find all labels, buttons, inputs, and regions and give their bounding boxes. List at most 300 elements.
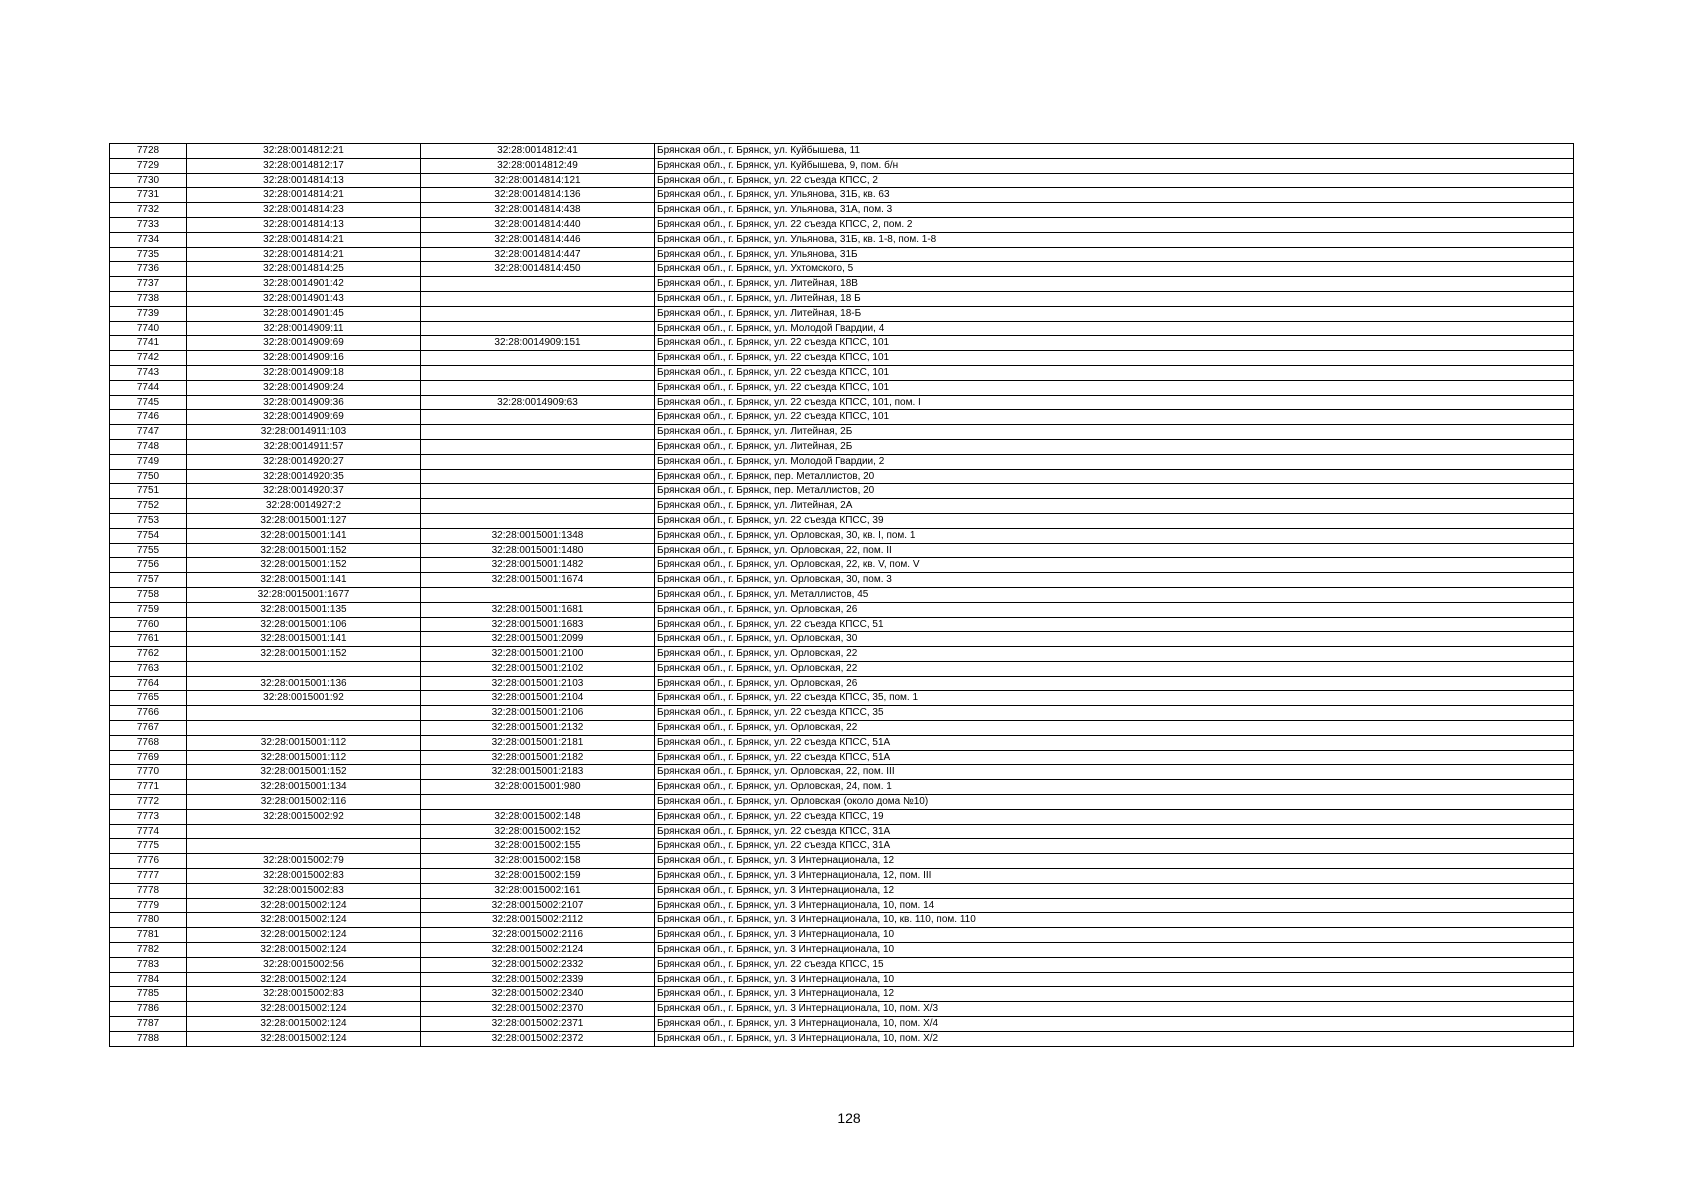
table-row: [110, 247, 1574, 262]
related-cadastral-number-cell: 32:28:0015001:2132: [421, 721, 655, 736]
related-cadastral-number-cell: 32:28:0015002:2112: [421, 913, 655, 928]
table-row: [110, 1002, 1574, 1017]
table-row: [110, 469, 1574, 484]
table-row: [110, 632, 1574, 647]
related-cadastral-number-cell: 32:28:0015002:155: [421, 839, 655, 854]
table-row: [110, 869, 1574, 884]
related-cadastral-number-cell: 32:28:0015002:2124: [421, 943, 655, 958]
row-number-cell: 7741: [110, 336, 187, 351]
related-cadastral-number-cell: [421, 321, 655, 336]
cadastral-number-cell: 32:28:0015001:1677: [187, 587, 421, 602]
related-cadastral-number-cell: 32:28:0015001:2182: [421, 750, 655, 765]
row-number-cell: 7735: [110, 247, 187, 262]
address-cell: Брянская обл., г. Брянск, ул. Орловская, 22: [655, 721, 1574, 736]
table-row: [110, 499, 1574, 514]
cadastral-number-cell: 32:28:0015001:135: [187, 602, 421, 617]
row-number-cell: 7766: [110, 706, 187, 721]
table-row: [110, 809, 1574, 824]
address-cell: Брянская обл., г. Брянск, ул. 22 съезда КПСС, 19: [655, 809, 1574, 824]
cadastral-number-cell: 32:28:0014909:18: [187, 365, 421, 380]
table-row: [110, 957, 1574, 972]
table-row: [110, 158, 1574, 173]
row-number-cell: 7778: [110, 883, 187, 898]
cadastral-number-cell: 32:28:0015002:56: [187, 957, 421, 972]
table-row: [110, 454, 1574, 469]
address-cell: Брянская обл., г. Брянск, ул. 22 съезда КПСС, 101: [655, 380, 1574, 395]
row-number-cell: 7765: [110, 691, 187, 706]
address-cell: Брянская обл., г. Брянск, ул. Ульянова, 31Б, кв. 1-8, пом. 1-8: [655, 232, 1574, 247]
address-cell: Брянская обл., г. Брянск, ул. Орловская, 24, пом. 1: [655, 780, 1574, 795]
address-cell: Брянская обл., г. Брянск, ул. Орловская, 22, пом. II: [655, 543, 1574, 558]
related-cadastral-number-cell: 32:28:0015001:1482: [421, 558, 655, 573]
cadastral-number-cell: 32:28:0014814:25: [187, 262, 421, 277]
related-cadastral-number-cell: 32:28:0015001:1480: [421, 543, 655, 558]
table-row: [110, 543, 1574, 558]
address-cell: Брянская обл., г. Брянск, ул. Орловская, 22: [655, 647, 1574, 662]
row-number-cell: 7752: [110, 499, 187, 514]
related-cadastral-number-cell: 32:28:0015002:148: [421, 809, 655, 824]
row-number-cell: 7729: [110, 158, 187, 173]
cadastral-number-cell: 32:28:0014927:2: [187, 499, 421, 514]
related-cadastral-number-cell: 32:28:0014814:438: [421, 203, 655, 218]
cadastral-number-cell: 32:28:0014920:27: [187, 454, 421, 469]
registry-table: [109, 143, 1574, 1047]
row-number-cell: 7731: [110, 188, 187, 203]
cadastral-number-cell: 32:28:0015002:92: [187, 809, 421, 824]
row-number-cell: 7760: [110, 617, 187, 632]
table-row: [110, 144, 1574, 159]
address-cell: Брянская обл., г. Брянск, ул. Куйбышева, 9, пом. б/н: [655, 158, 1574, 173]
table-row: [110, 987, 1574, 1002]
address-cell: Брянская обл., г. Брянск, ул. Ульянова, 31Б, кв. 63: [655, 188, 1574, 203]
cadastral-number-cell: 32:28:0015002:124: [187, 943, 421, 958]
cadastral-number-cell: 32:28:0015001:112: [187, 735, 421, 750]
related-cadastral-number-cell: 32:28:0015001:2100: [421, 647, 655, 662]
row-number-cell: 7782: [110, 943, 187, 958]
table-row: [110, 676, 1574, 691]
cadastral-number-cell: 32:28:0015001:127: [187, 513, 421, 528]
table-row: [110, 232, 1574, 247]
related-cadastral-number-cell: 32:28:0014909:63: [421, 395, 655, 410]
cadastral-number-cell: 32:28:0015002:83: [187, 869, 421, 884]
address-cell: Брянская обл., г. Брянск, ул. 3 Интернационала, 10, пом. 14: [655, 898, 1574, 913]
row-number-cell: 7773: [110, 809, 187, 824]
row-number-cell: 7761: [110, 632, 187, 647]
cadastral-number-cell: 32:28:0014909:11: [187, 321, 421, 336]
address-cell: Брянская обл., г. Брянск, ул. 22 съезда КПСС, 51: [655, 617, 1574, 632]
cadastral-number-cell: 32:28:0014909:36: [187, 395, 421, 410]
cadastral-number-cell: 32:28:0015001:134: [187, 780, 421, 795]
address-cell: Брянская обл., г. Брянск, ул. Литейная, 18В: [655, 277, 1574, 292]
address-cell: Брянская обл., г. Брянск, ул. 3 Интернационала, 12: [655, 883, 1574, 898]
related-cadastral-number-cell: 32:28:0015002:161: [421, 883, 655, 898]
related-cadastral-number-cell: [421, 425, 655, 440]
table-row: [110, 647, 1574, 662]
address-cell: Брянская обл., г. Брянск, ул. Орловская, 22, кв. V, пом. V: [655, 558, 1574, 573]
table-row: [110, 972, 1574, 987]
table-row: [110, 203, 1574, 218]
related-cadastral-number-cell: 32:28:0015001:2102: [421, 661, 655, 676]
cadastral-number-cell: 32:28:0014901:45: [187, 306, 421, 321]
row-number-cell: 7786: [110, 1002, 187, 1017]
address-cell: Брянская обл., г. Брянск, ул. 22 съезда КПСС, 31А: [655, 824, 1574, 839]
row-number-cell: 7728: [110, 144, 187, 159]
page-number: 128: [837, 1110, 861, 1126]
cadastral-number-cell: 32:28:0014812:21: [187, 144, 421, 159]
cadastral-number-cell: 32:28:0014814:21: [187, 232, 421, 247]
address-cell: Брянская обл., г. Брянск, пер. Металлистов, 20: [655, 469, 1574, 484]
related-cadastral-number-cell: 32:28:0014812:41: [421, 144, 655, 159]
address-cell: Брянская обл., г. Брянск, ул. Орловская, 26: [655, 602, 1574, 617]
table-row: [110, 573, 1574, 588]
cadastral-number-cell: 32:28:0015001:152: [187, 765, 421, 780]
related-cadastral-number-cell: [421, 587, 655, 602]
address-cell: Брянская обл., г. Брянск, ул. 3 Интернационала, 10: [655, 972, 1574, 987]
address-cell: Брянская обл., г. Брянск, ул. Металлистов, 45: [655, 587, 1574, 602]
cadastral-number-cell: 32:28:0014909:69: [187, 410, 421, 425]
table-row: [110, 928, 1574, 943]
related-cadastral-number-cell: 32:28:0014814:121: [421, 173, 655, 188]
row-number-cell: 7742: [110, 351, 187, 366]
cadastral-number-cell: 32:28:0015001:152: [187, 558, 421, 573]
address-cell: Брянская обл., г. Брянск, ул. 22 съезда КПСС, 101: [655, 365, 1574, 380]
table-row: [110, 336, 1574, 351]
related-cadastral-number-cell: 32:28:0014814:450: [421, 262, 655, 277]
table-row: [110, 291, 1574, 306]
cadastral-number-cell: 32:28:0014814:23: [187, 203, 421, 218]
registry-table-body: [110, 144, 1574, 1047]
address-cell: Брянская обл., г. Брянск, ул. Литейная, 2Б: [655, 439, 1574, 454]
related-cadastral-number-cell: [421, 513, 655, 528]
cadastral-number-cell: [187, 721, 421, 736]
related-cadastral-number-cell: [421, 469, 655, 484]
table-row: [110, 380, 1574, 395]
row-number-cell: 7745: [110, 395, 187, 410]
cadastral-number-cell: 32:28:0015002:83: [187, 987, 421, 1002]
related-cadastral-number-cell: 32:28:0015001:980: [421, 780, 655, 795]
address-cell: Брянская обл., г. Брянск, ул. Литейная, 18 Б: [655, 291, 1574, 306]
table-row: [110, 410, 1574, 425]
table-row: [110, 528, 1574, 543]
table-row: [110, 750, 1574, 765]
row-number-cell: 7756: [110, 558, 187, 573]
address-cell: Брянская обл., г. Брянск, ул. Орловская, 30: [655, 632, 1574, 647]
table-row: [110, 839, 1574, 854]
row-number-cell: 7771: [110, 780, 187, 795]
address-cell: Брянская обл., г. Брянск, ул. 3 Интернационала, 10, пом. X/3: [655, 1002, 1574, 1017]
table-row: [110, 1017, 1574, 1032]
row-number-cell: 7755: [110, 543, 187, 558]
related-cadastral-number-cell: 32:28:0015002:2371: [421, 1017, 655, 1032]
row-number-cell: 7744: [110, 380, 187, 395]
cadastral-number-cell: [187, 706, 421, 721]
cadastral-number-cell: [187, 824, 421, 839]
related-cadastral-number-cell: 32:28:0015001:1674: [421, 573, 655, 588]
address-cell: Брянская обл., г. Брянск, ул. 22 съезда КПСС, 101: [655, 351, 1574, 366]
row-number-cell: 7769: [110, 750, 187, 765]
row-number-cell: 7776: [110, 854, 187, 869]
cadastral-number-cell: 32:28:0014814:21: [187, 188, 421, 203]
related-cadastral-number-cell: [421, 380, 655, 395]
related-cadastral-number-cell: 32:28:0014909:151: [421, 336, 655, 351]
address-cell: Брянская обл., г. Брянск, ул. 22 съезда КПСС, 101: [655, 410, 1574, 425]
table-row: [110, 706, 1574, 721]
row-number-cell: 7784: [110, 972, 187, 987]
cadastral-number-cell: 32:28:0015001:152: [187, 543, 421, 558]
related-cadastral-number-cell: [421, 454, 655, 469]
row-number-cell: 7762: [110, 647, 187, 662]
related-cadastral-number-cell: 32:28:0014814:447: [421, 247, 655, 262]
cadastral-number-cell: 32:28:0015001:106: [187, 617, 421, 632]
address-cell: Брянская обл., г. Брянск, ул. 22 съезда КПСС, 2, пом. 2: [655, 217, 1574, 232]
cadastral-number-cell: 32:28:0014920:35: [187, 469, 421, 484]
table-row: [110, 898, 1574, 913]
cadastral-number-cell: 32:28:0015002:124: [187, 898, 421, 913]
related-cadastral-number-cell: [421, 365, 655, 380]
row-number-cell: 7781: [110, 928, 187, 943]
cadastral-number-cell: 32:28:0015002:124: [187, 1031, 421, 1046]
cadastral-number-cell: 32:28:0014909:16: [187, 351, 421, 366]
address-cell: Брянская обл., г. Брянск, ул. Молодой Гвардии, 2: [655, 454, 1574, 469]
row-number-cell: 7740: [110, 321, 187, 336]
address-cell: Брянская обл., г. Брянск, ул. 3 Интернационала, 10, кв. 110, пом. 110: [655, 913, 1574, 928]
table-row: [110, 602, 1574, 617]
table-row: [110, 617, 1574, 632]
table-row: [110, 765, 1574, 780]
related-cadastral-number-cell: 32:28:0015002:2339: [421, 972, 655, 987]
cadastral-number-cell: 32:28:0014814:21: [187, 247, 421, 262]
cadastral-number-cell: 32:28:0014812:17: [187, 158, 421, 173]
row-number-cell: 7747: [110, 425, 187, 440]
row-number-cell: 7749: [110, 454, 187, 469]
related-cadastral-number-cell: [421, 439, 655, 454]
related-cadastral-number-cell: [421, 306, 655, 321]
cadastral-number-cell: 32:28:0014814:13: [187, 173, 421, 188]
table-row: [110, 587, 1574, 602]
address-cell: Брянская обл., г. Брянск, ул. Ульянова, 31Б: [655, 247, 1574, 262]
table-row: [110, 795, 1574, 810]
row-number-cell: 7736: [110, 262, 187, 277]
cadastral-number-cell: 32:28:0015001:152: [187, 647, 421, 662]
table-row: [110, 321, 1574, 336]
row-number-cell: 7783: [110, 957, 187, 972]
related-cadastral-number-cell: 32:28:0015001:1348: [421, 528, 655, 543]
table-row: [110, 780, 1574, 795]
row-number-cell: 7774: [110, 824, 187, 839]
table-row: [110, 513, 1574, 528]
address-cell: Брянская обл., г. Брянск, ул. 22 съезда КПСС, 101, пом. I: [655, 395, 1574, 410]
address-cell: Брянская обл., г. Брянск, ул. Молодой Гвардии, 4: [655, 321, 1574, 336]
related-cadastral-number-cell: 32:28:0015001:1683: [421, 617, 655, 632]
address-cell: Брянская обл., г. Брянск, ул. Орловская, 30, кв. I, пом. 1: [655, 528, 1574, 543]
address-cell: Брянская обл., г. Брянск, ул. 3 Интернационала, 12, пом. III: [655, 869, 1574, 884]
cadastral-number-cell: [187, 661, 421, 676]
table-row: [110, 883, 1574, 898]
row-number-cell: 7737: [110, 277, 187, 292]
related-cadastral-number-cell: 32:28:0015002:2332: [421, 957, 655, 972]
related-cadastral-number-cell: 32:28:0015002:2107: [421, 898, 655, 913]
related-cadastral-number-cell: 32:28:0015002:2340: [421, 987, 655, 1002]
related-cadastral-number-cell: [421, 499, 655, 514]
table-row: [110, 217, 1574, 232]
row-number-cell: 7775: [110, 839, 187, 854]
row-number-cell: 7759: [110, 602, 187, 617]
related-cadastral-number-cell: 32:28:0015002:2116: [421, 928, 655, 943]
row-number-cell: 7748: [110, 439, 187, 454]
related-cadastral-number-cell: 32:28:0015002:152: [421, 824, 655, 839]
related-cadastral-number-cell: 32:28:0015001:2104: [421, 691, 655, 706]
address-cell: Брянская обл., г. Брянск, ул. 22 съезда КПСС, 31А: [655, 839, 1574, 854]
row-number-cell: 7788: [110, 1031, 187, 1046]
table-row: [110, 262, 1574, 277]
related-cadastral-number-cell: [421, 795, 655, 810]
address-cell: Брянская обл., г. Брянск, ул. Куйбышева, 11: [655, 144, 1574, 159]
cadastral-number-cell: 32:28:0015002:116: [187, 795, 421, 810]
related-cadastral-number-cell: [421, 351, 655, 366]
address-cell: Брянская обл., г. Брянск, ул. 3 Интернационала, 10, пом. X/2: [655, 1031, 1574, 1046]
cadastral-number-cell: 32:28:0015002:124: [187, 1002, 421, 1017]
related-cadastral-number-cell: 32:28:0015002:2370: [421, 1002, 655, 1017]
cadastral-number-cell: 32:28:0014911:57: [187, 439, 421, 454]
row-number-cell: 7738: [110, 291, 187, 306]
related-cadastral-number-cell: 32:28:0014814:136: [421, 188, 655, 203]
cadastral-number-cell: 32:28:0015001:141: [187, 632, 421, 647]
table-row: [110, 913, 1574, 928]
cadastral-number-cell: 32:28:0014901:43: [187, 291, 421, 306]
cadastral-number-cell: 32:28:0014920:37: [187, 484, 421, 499]
table-row: [110, 661, 1574, 676]
address-cell: Брянская обл., г. Брянск, ул. 22 съезда КПСС, 35: [655, 706, 1574, 721]
row-number-cell: 7777: [110, 869, 187, 884]
cadastral-number-cell: 32:28:0014901:42: [187, 277, 421, 292]
cadastral-number-cell: 32:28:0015001:92: [187, 691, 421, 706]
address-cell: Брянская обл., г. Брянск, пер. Металлистов, 20: [655, 484, 1574, 499]
row-number-cell: 7734: [110, 232, 187, 247]
related-cadastral-number-cell: [421, 484, 655, 499]
related-cadastral-number-cell: 32:28:0015002:2372: [421, 1031, 655, 1046]
row-number-cell: 7772: [110, 795, 187, 810]
row-number-cell: 7750: [110, 469, 187, 484]
cadastral-number-cell: 32:28:0015001:136: [187, 676, 421, 691]
address-cell: Брянская обл., г. Брянск, ул. Ульянова, 31А, пом. 3: [655, 203, 1574, 218]
table-row: [110, 395, 1574, 410]
row-number-cell: 7757: [110, 573, 187, 588]
address-cell: Брянская обл., г. Брянск, ул. 22 съезда КПСС, 35, пом. 1: [655, 691, 1574, 706]
row-number-cell: 7730: [110, 173, 187, 188]
cadastral-number-cell: 32:28:0014909:24: [187, 380, 421, 395]
related-cadastral-number-cell: [421, 410, 655, 425]
cadastral-number-cell: 32:28:0015002:124: [187, 972, 421, 987]
row-number-cell: 7779: [110, 898, 187, 913]
cadastral-number-cell: 32:28:0015001:141: [187, 528, 421, 543]
row-number-cell: 7780: [110, 913, 187, 928]
row-number-cell: 7764: [110, 676, 187, 691]
table-row: [110, 439, 1574, 454]
address-cell: Брянская обл., г. Брянск, ул. 3 Интернационала, 10, пом. X/4: [655, 1017, 1574, 1032]
related-cadastral-number-cell: 32:28:0015001:2183: [421, 765, 655, 780]
address-cell: Брянская обл., г. Брянск, ул. Орловская, 22: [655, 661, 1574, 676]
address-cell: Брянская обл., г. Брянск, ул. 22 съезда КПСС, 15: [655, 957, 1574, 972]
row-number-cell: 7768: [110, 735, 187, 750]
cadastral-number-cell: 32:28:0014909:69: [187, 336, 421, 351]
related-cadastral-number-cell: 32:28:0015001:2106: [421, 706, 655, 721]
related-cadastral-number-cell: 32:28:0015002:159: [421, 869, 655, 884]
table-row: [110, 277, 1574, 292]
address-cell: Брянская обл., г. Брянск, ул. 22 съезда КПСС, 39: [655, 513, 1574, 528]
cadastral-number-cell: 32:28:0015001:112: [187, 750, 421, 765]
cadastral-number-cell: 32:28:0015002:83: [187, 883, 421, 898]
related-cadastral-number-cell: 32:28:0015001:2099: [421, 632, 655, 647]
address-cell: Брянская обл., г. Брянск, ул. 3 Интернационала, 10: [655, 943, 1574, 958]
related-cadastral-number-cell: [421, 291, 655, 306]
row-number-cell: 7754: [110, 528, 187, 543]
related-cadastral-number-cell: 32:28:0014812:49: [421, 158, 655, 173]
cadastral-number-cell: 32:28:0015002:124: [187, 913, 421, 928]
row-number-cell: 7770: [110, 765, 187, 780]
related-cadastral-number-cell: 32:28:0015002:158: [421, 854, 655, 869]
table-row: [110, 824, 1574, 839]
address-cell: Брянская обл., г. Брянск, ул. 3 Интернационала, 12: [655, 854, 1574, 869]
related-cadastral-number-cell: 32:28:0015001:2103: [421, 676, 655, 691]
cadastral-number-cell: 32:28:0015001:141: [187, 573, 421, 588]
table-row: [110, 943, 1574, 958]
table-row: [110, 351, 1574, 366]
related-cadastral-number-cell: 32:28:0014814:440: [421, 217, 655, 232]
cadastral-number-cell: 32:28:0014911:103: [187, 425, 421, 440]
cadastral-number-cell: 32:28:0015002:124: [187, 928, 421, 943]
address-cell: Брянская обл., г. Брянск, ул. 22 съезда КПСС, 2: [655, 173, 1574, 188]
table-row: [110, 484, 1574, 499]
table-row: [110, 735, 1574, 750]
row-number-cell: 7751: [110, 484, 187, 499]
cadastral-number-cell: [187, 839, 421, 854]
address-cell: Брянская обл., г. Брянск, ул. Орловская (около дома №10): [655, 795, 1574, 810]
cadastral-number-cell: 32:28:0014814:13: [187, 217, 421, 232]
address-cell: Брянская обл., г. Брянск, ул. 22 съезда КПСС, 101: [655, 336, 1574, 351]
address-cell: Брянская обл., г. Брянск, ул. Литейная, 2А: [655, 499, 1574, 514]
row-number-cell: 7746: [110, 410, 187, 425]
table-row: [110, 365, 1574, 380]
address-cell: Брянская обл., г. Брянск, ул. Литейная, 2Б: [655, 425, 1574, 440]
table-row: [110, 425, 1574, 440]
table-row: [110, 691, 1574, 706]
address-cell: Брянская обл., г. Брянск, ул. Орловская, 30, пом. 3: [655, 573, 1574, 588]
table-row: [110, 721, 1574, 736]
related-cadastral-number-cell: 32:28:0015001:2181: [421, 735, 655, 750]
related-cadastral-number-cell: 32:28:0014814:446: [421, 232, 655, 247]
related-cadastral-number-cell: [421, 277, 655, 292]
row-number-cell: 7732: [110, 203, 187, 218]
row-number-cell: 7787: [110, 1017, 187, 1032]
address-cell: Брянская обл., г. Брянск, ул. 3 Интернационала, 12: [655, 987, 1574, 1002]
row-number-cell: 7767: [110, 721, 187, 736]
table-row: [110, 306, 1574, 321]
address-cell: Брянская обл., г. Брянск, ул. 22 съезда КПСС, 51А: [655, 750, 1574, 765]
table-row: [110, 558, 1574, 573]
row-number-cell: 7733: [110, 217, 187, 232]
table-row: [110, 1031, 1574, 1046]
table-row: [110, 188, 1574, 203]
cadastral-number-cell: 32:28:0015002:124: [187, 1017, 421, 1032]
row-number-cell: 7753: [110, 513, 187, 528]
address-cell: Брянская обл., г. Брянск, ул. Ухтомского, 5: [655, 262, 1574, 277]
row-number-cell: 7758: [110, 587, 187, 602]
row-number-cell: 7763: [110, 661, 187, 676]
table-row: [110, 854, 1574, 869]
related-cadastral-number-cell: 32:28:0015001:1681: [421, 602, 655, 617]
address-cell: Брянская обл., г. Брянск, ул. 22 съезда КПСС, 51А: [655, 735, 1574, 750]
address-cell: Брянская обл., г. Брянск, ул. Орловская, 22, пом. III: [655, 765, 1574, 780]
